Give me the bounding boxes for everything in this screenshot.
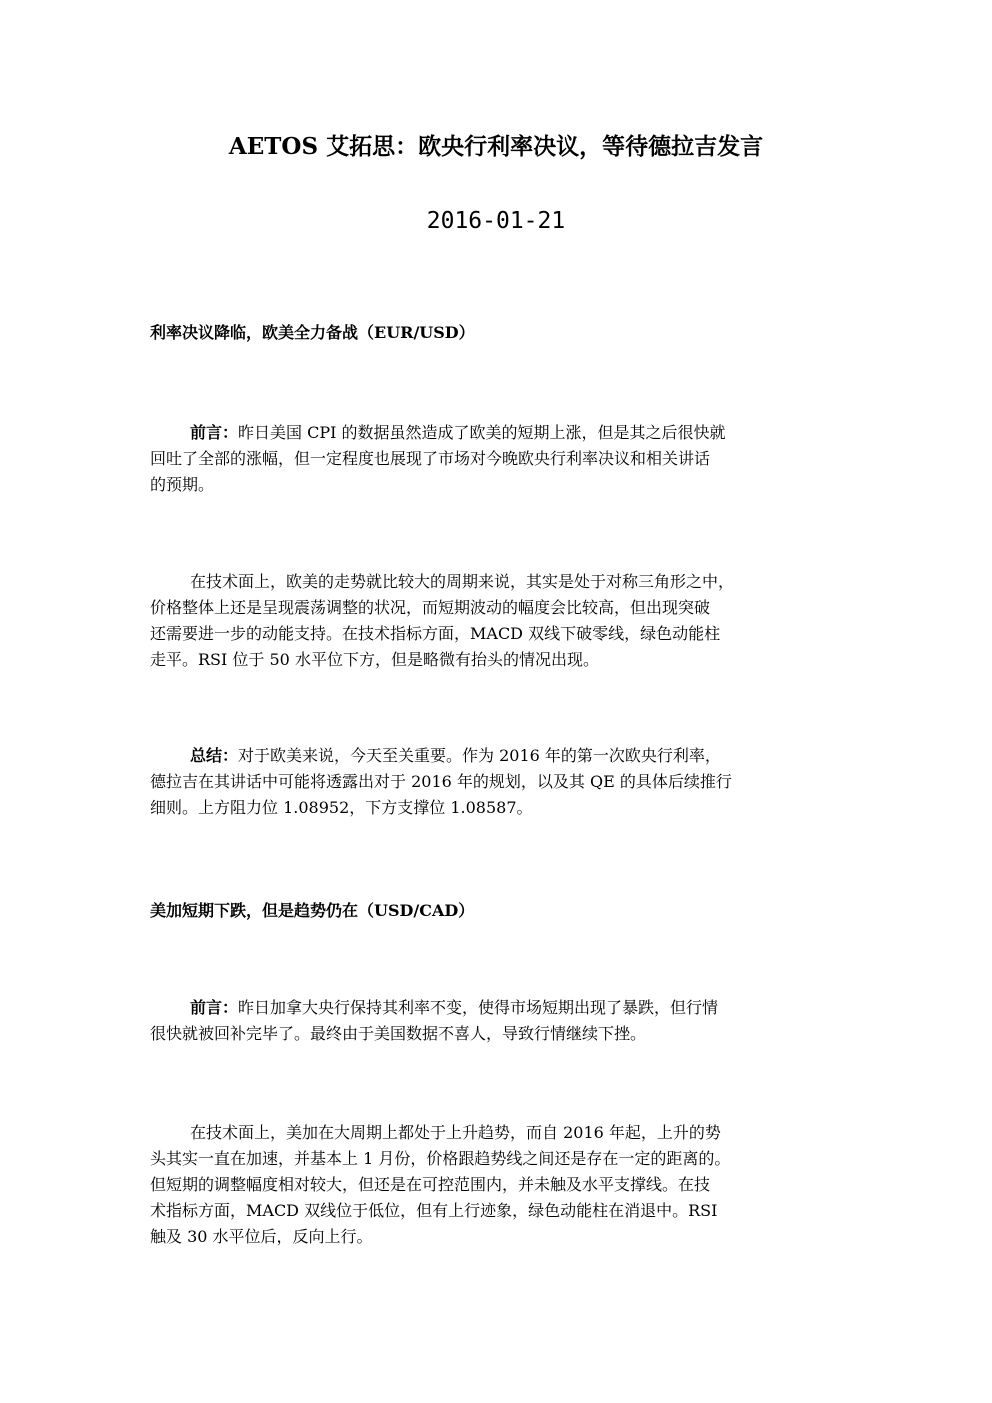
paragraph-usd-cad-intro bbox=[150, 995, 850, 1047]
document-date: 2016-01-21 bbox=[426, 208, 566, 234]
paragraph-eur-usd-intro bbox=[150, 420, 850, 498]
paragraph-line: 的预期。 bbox=[150, 475, 215, 494]
paragraph-line bbox=[150, 1120, 850, 1146]
paragraph-line: 还需要进一步的动能支持。在技术指标方面，MACD 双线下破零线，绿色动能柱 bbox=[150, 624, 721, 643]
paragraph-line: 价格整体上还是呈现震荡调整的状况，而短期波动的幅度会比较高，但出现突破 bbox=[150, 598, 711, 617]
section-heading-eur-usd: 利率决议降临，欧美全力备战（EUR/USD） bbox=[150, 323, 475, 342]
paragraph-line: 德拉吉在其讲话中可能将透露出对于 2016 年的规划，以及其 QE 的具体后续推行 bbox=[150, 772, 732, 791]
paragraph-lead: 前言： bbox=[190, 998, 239, 1017]
paragraph-line bbox=[150, 569, 850, 595]
paragraph-line: 走平。RSI 位于 50 水平位下方，但是略微有抬头的情况出现。 bbox=[150, 650, 599, 669]
paragraph-eur-usd-summary bbox=[150, 743, 850, 821]
paragraph-text: 昨日美国 CPI 的数据虽然造成了欧美的短期上涨，但是其之后很快就 bbox=[238, 423, 726, 442]
document-title: AETOS 艾拓思：欧央行利率决议，等待德拉吉发言 bbox=[228, 133, 764, 160]
paragraph-text: 在技术面上，美加在大周期上都处于上升趋势，而自 2016 年起，上升的势 bbox=[190, 1123, 721, 1142]
paragraph-eur-usd-technical bbox=[150, 569, 850, 673]
section-heading-usd-cad: 美加短期下跌，但是趋势仍在（USD/CAD） bbox=[150, 901, 475, 920]
paragraph-line: 术指标方面，MACD 双线位于低位，但有上行迹象，绿色动能柱在消退中。RSI bbox=[150, 1201, 718, 1220]
paragraph-line: 头其实一直在加速，并基本上 1 月份，价格跟趋势线之间还是存在一定的距离的。 bbox=[150, 1149, 731, 1168]
paragraph-line: 触及 30 水平位后，反向上行。 bbox=[150, 1227, 373, 1246]
paragraph-text: 昨日加拿大央行保持其利率不变，使得市场短期出现了暴跌，但行情 bbox=[238, 998, 719, 1017]
paragraph-line bbox=[150, 743, 850, 769]
paragraph-text: 对于欧美来说，今天至关重要。作为 2016 年的第一次欧央行利率， bbox=[238, 746, 721, 765]
paragraph-lead: 前言： bbox=[190, 423, 239, 442]
paragraph-text: 在技术面上，欧美的走势就比较大的周期来说，其实是处于对称三角形之中， bbox=[190, 572, 735, 591]
paragraph-line bbox=[150, 995, 850, 1021]
paragraph-line: 细则。上方阻力位 1.08952，下方支撑位 1.08587。 bbox=[150, 798, 533, 817]
paragraph-line: 但短期的调整幅度相对较大，但还是在可控范围内，并未触及水平支撑线。在技 bbox=[150, 1175, 711, 1194]
paragraph-line: 回吐了全部的涨幅，但一定程度也展现了市场对今晚欧央行利率决议和相关讲话 bbox=[150, 449, 711, 468]
paragraph-lead: 总结： bbox=[190, 746, 239, 765]
paragraph-usd-cad-technical bbox=[150, 1120, 850, 1250]
paragraph-line bbox=[150, 420, 850, 446]
paragraph-line: 很快就被回补完毕了。最终由于美国数据不喜人，导致行情继续下挫。 bbox=[150, 1024, 647, 1043]
